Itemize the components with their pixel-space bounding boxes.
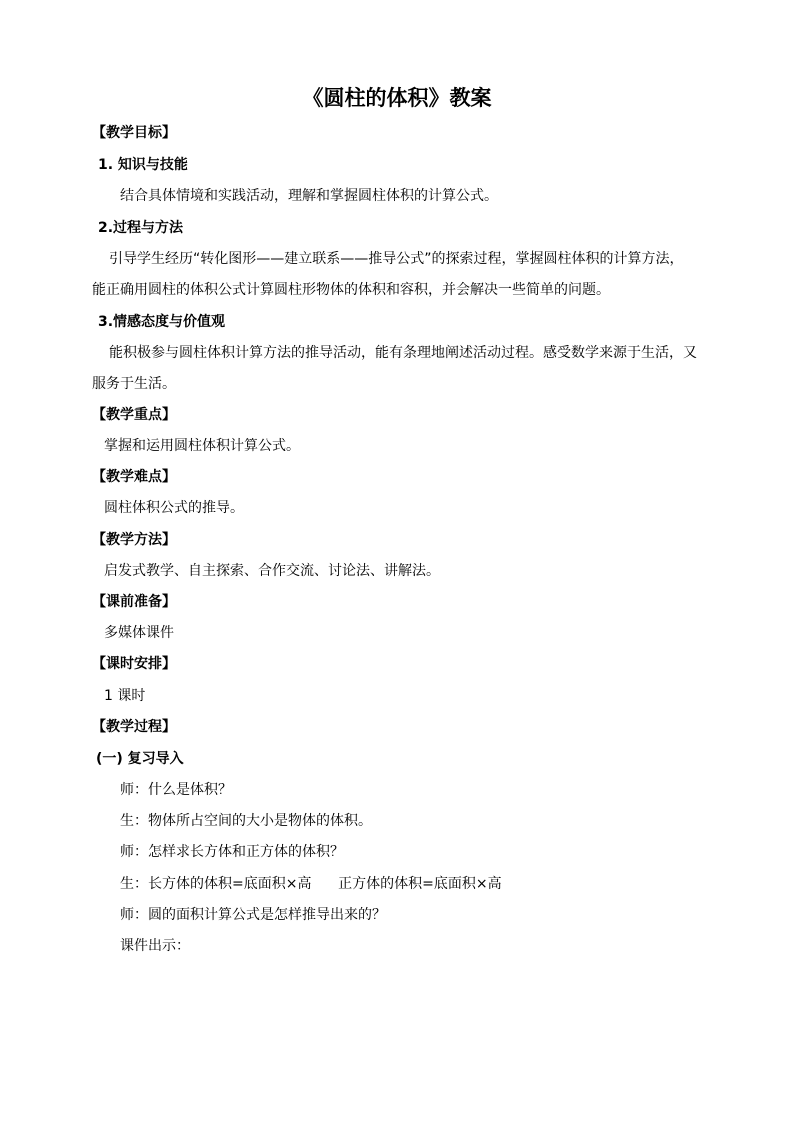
attitude-heading: 3.情感态度与价值观	[98, 314, 226, 330]
dialogue-line: 师：怎样求长方体和正方体的体积？	[120, 844, 344, 860]
document-title: 《圆柱的体积》教案	[302, 85, 492, 110]
knowledge-heading: 1. 知识与技能	[98, 157, 188, 173]
schedule-heading: 【课时安排】	[92, 656, 176, 672]
objectives-heading: 【教学目标】	[92, 125, 176, 141]
procedure-heading: 【教学过程】	[92, 719, 176, 735]
review-section-heading: (一) 复习导入	[96, 751, 184, 767]
schedule-text: 1 课时	[104, 688, 146, 704]
dialogue-line: 生：长方体的体积=底面积×高 正方体的体积=底面积×高	[120, 876, 502, 892]
dialogue-line: 生：物体所占空间的大小是物体的体积。	[120, 813, 372, 829]
preparation-text: 多媒体课件	[104, 625, 174, 641]
methods-heading: 【教学方法】	[92, 532, 176, 548]
attitude-text-line1: 能积极参与圆柱体积计算方法的推导活动，能有条理地阐述活动过程。感受数学来源于生活，又	[109, 345, 697, 361]
process-text-line1: 引导学生经历“转化图形——建立联系——推导公式”的探索过程，掌握圆柱体积的计算方法，	[109, 251, 684, 267]
key-points-heading: 【教学重点】	[92, 407, 176, 423]
process-heading: 2.过程与方法	[98, 220, 184, 236]
dialogue-line: 课件出示：	[120, 938, 190, 954]
methods-text: 启发式教学、自主探索、合作交流、讨论法、讲解法。	[104, 563, 440, 579]
difficulties-heading: 【教学难点】	[92, 469, 176, 485]
attitude-text-line2: 服务于生活。	[92, 376, 176, 392]
dialogue-line: 师：圆的面积计算公式是怎样推导出来的？	[120, 907, 386, 923]
knowledge-text: 结合具体情境和实践活动，理解和掌握圆柱体积的计算公式。	[120, 188, 498, 204]
key-points-text: 掌握和运用圆柱体积计算公式。	[104, 438, 300, 454]
dialogue-line: 师：什么是体积？	[120, 782, 232, 798]
process-text-line2: 能正确用圆柱的体积公式计算圆柱形物体的体积和容积，并会解决一些简单的问题。	[92, 282, 610, 298]
difficulties-text: 圆柱体积公式的推导。	[104, 500, 244, 516]
preparation-heading: 【课前准备】	[92, 594, 176, 610]
